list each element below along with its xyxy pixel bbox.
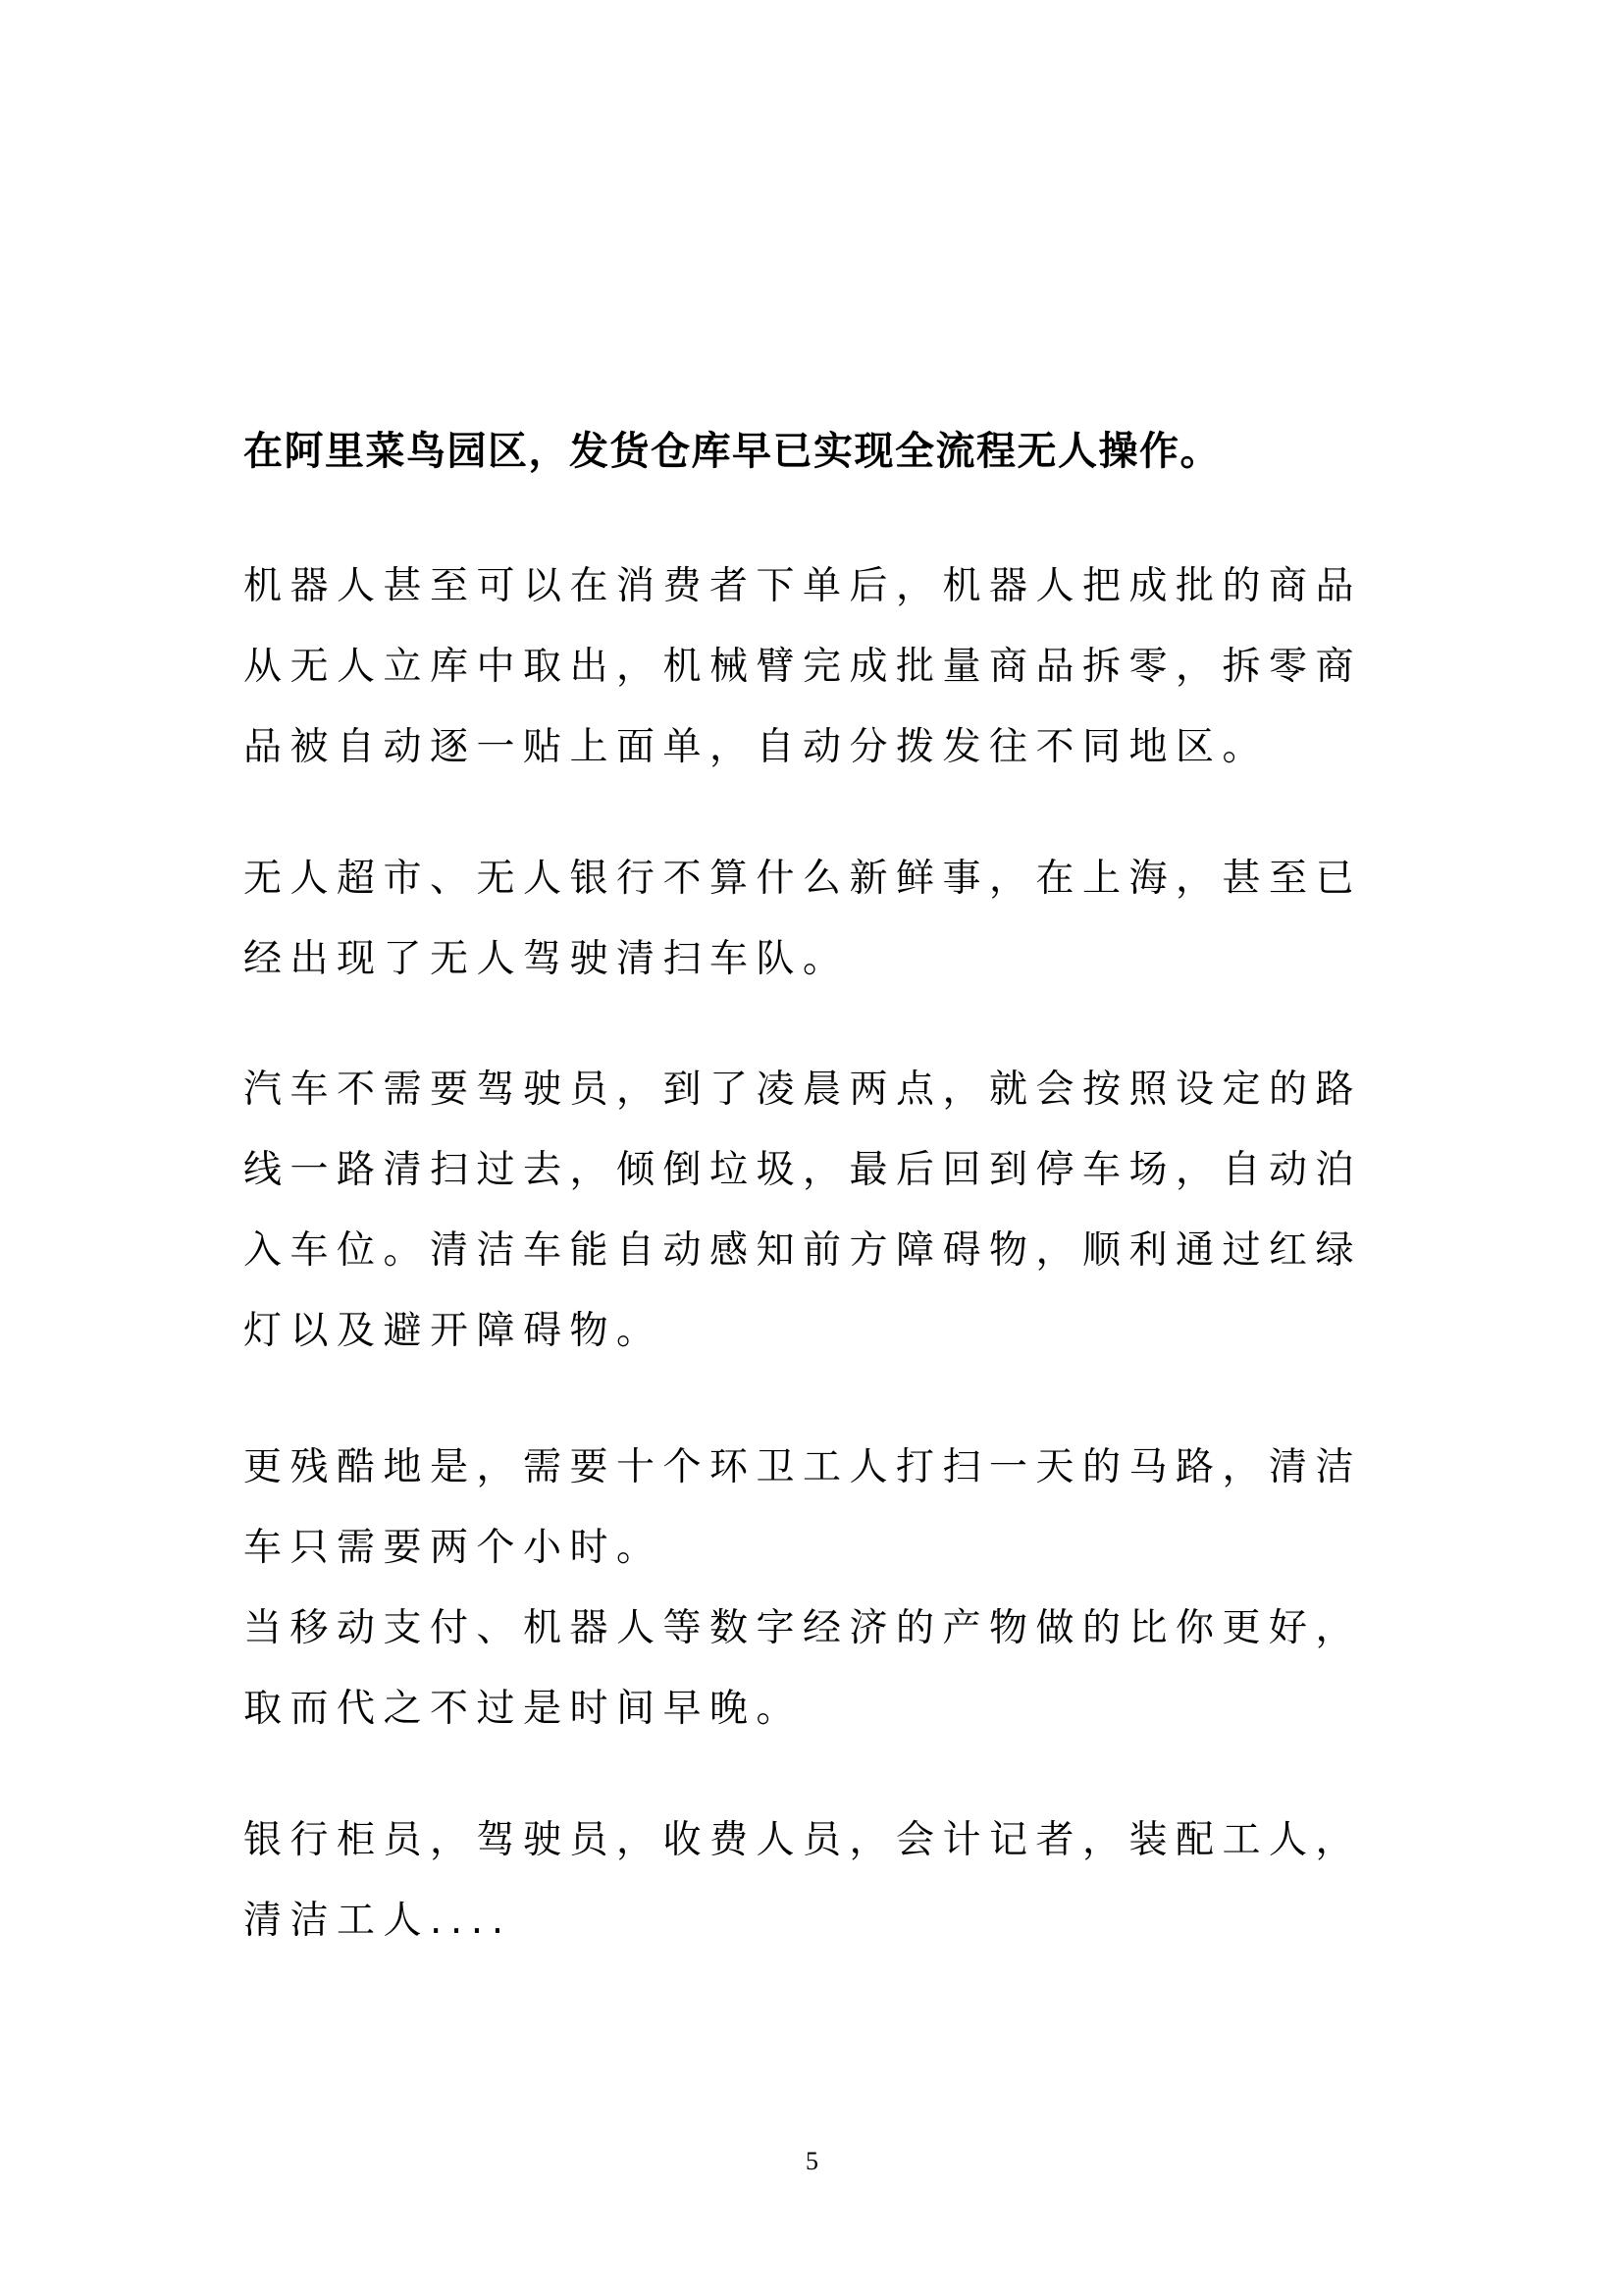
paragraph-unmanned-services: 无人超市、无人银行不算什么新鲜事，在上海，甚至已经出现了无人驾驶清扫车队。 [243,857,1363,981]
paragraph-digital-economy: 当移动支付、机器人等数字经济的产物做的比你更好，取而代之不过是时间早晚。 [243,1606,1363,1731]
section-heading: 在阿里菜鸟园区，发货仓库早已实现全流程无人操作。 [243,429,1221,474]
paragraph-warehouse-robots: 机器人甚至可以在消费者下单后，机器人把成批的商品从无人立库中取出，机械臂完成批量商品拆零，拆零商品被自动逐一贴上面单，自动分拨发往不同地区。 [243,564,1363,769]
paragraph-affected-jobs: 银行柜员，驾驶员，收费人员，会计记者，装配工人，清洁工人.... [243,1818,1363,1943]
paragraph-cleaning-efficiency: 更残酷地是，需要十个环卫工人打扫一天的马路，清洁车只需要两个小时。 [243,1445,1363,1570]
paragraph-cleaning-vehicles: 汽车不需要驾驶员，到了凌晨两点，就会按照设定的路线一路清扫过去，倾倒垃圾，最后回到停车场，自动泊入车位。清洁车能自动感知前方障碍物，顺利通过红绿灯以及避开障碍物。 [243,1068,1363,1353]
page-number: 5 [806,2147,818,2175]
